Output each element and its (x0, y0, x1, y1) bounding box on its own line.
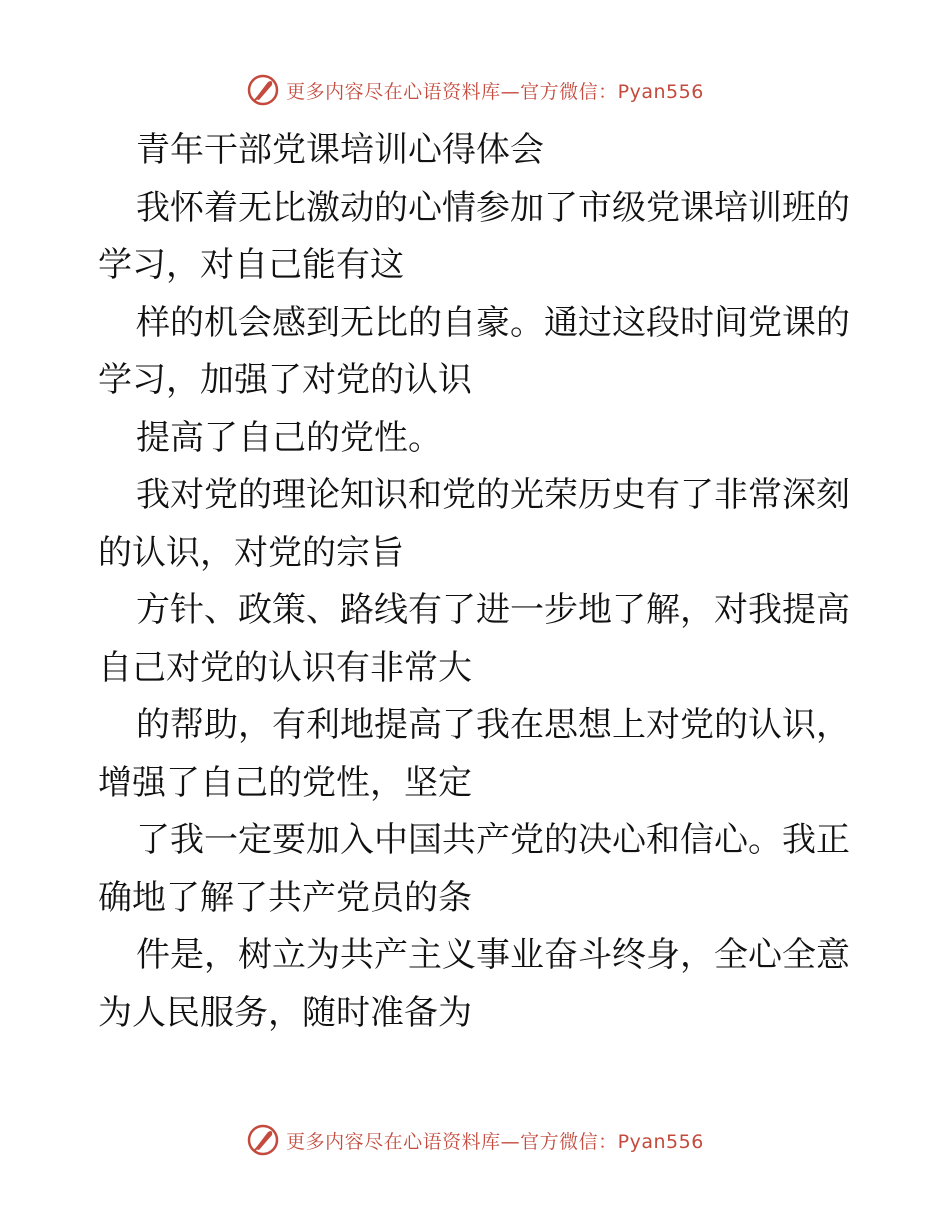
paragraph-line: 为人民服务，随时准备为 (98, 992, 472, 1033)
paragraph-line: 样的机会感到无比的自豪。通过这段时间党课的 (136, 302, 850, 343)
paragraph-line: 增强了自己的党性，坚定 (98, 762, 472, 803)
quill-pen-logo-icon (246, 1123, 280, 1157)
header-banner (0, 70, 950, 110)
quill-pen-logo-icon (246, 73, 280, 107)
paragraph-line: 方针、政策、路线有了进一步地了解，对我提高 (136, 590, 850, 630)
paragraph-line: 的认识，对党的宗旨 (98, 532, 404, 573)
header-banner-text: 更多内容尽在心语资料库—官方微信：Pyan556 (286, 80, 704, 103)
paragraph-line: 学习，对自己能有这 (98, 245, 404, 285)
paragraph-line: 学习，加强了对党的认识 (98, 360, 472, 400)
document-title: 青年干部党课培训心得体会 (136, 130, 544, 170)
paragraph-line: 的帮助，有利地提高了我在思想上对党的认识， (136, 705, 850, 745)
paragraph-line: 了我一定要加入中国共产党的决心和信心。我正 (136, 820, 850, 860)
paragraph-line: 提高了自己的党性。 (136, 417, 442, 458)
paragraph-line: 确地了解了共产党员的条 (98, 877, 472, 918)
paragraph-line: 件是，树立为共产主义事业奋斗终身，全心全意 (136, 935, 850, 975)
paragraph-line: 自己对党的认识有非常大 (98, 647, 472, 688)
paragraph-line: 我怀着无比激动的心情参加了市级党课培训班的 (136, 187, 850, 228)
footer-banner-text: 更多内容尽在心语资料库—官方微信：Pyan556 (286, 1130, 704, 1153)
footer-banner (0, 1120, 950, 1160)
paragraph-line: 我对党的理论知识和党的光荣历史有了非常深刻 (136, 475, 850, 515)
document-body (98, 122, 858, 1042)
